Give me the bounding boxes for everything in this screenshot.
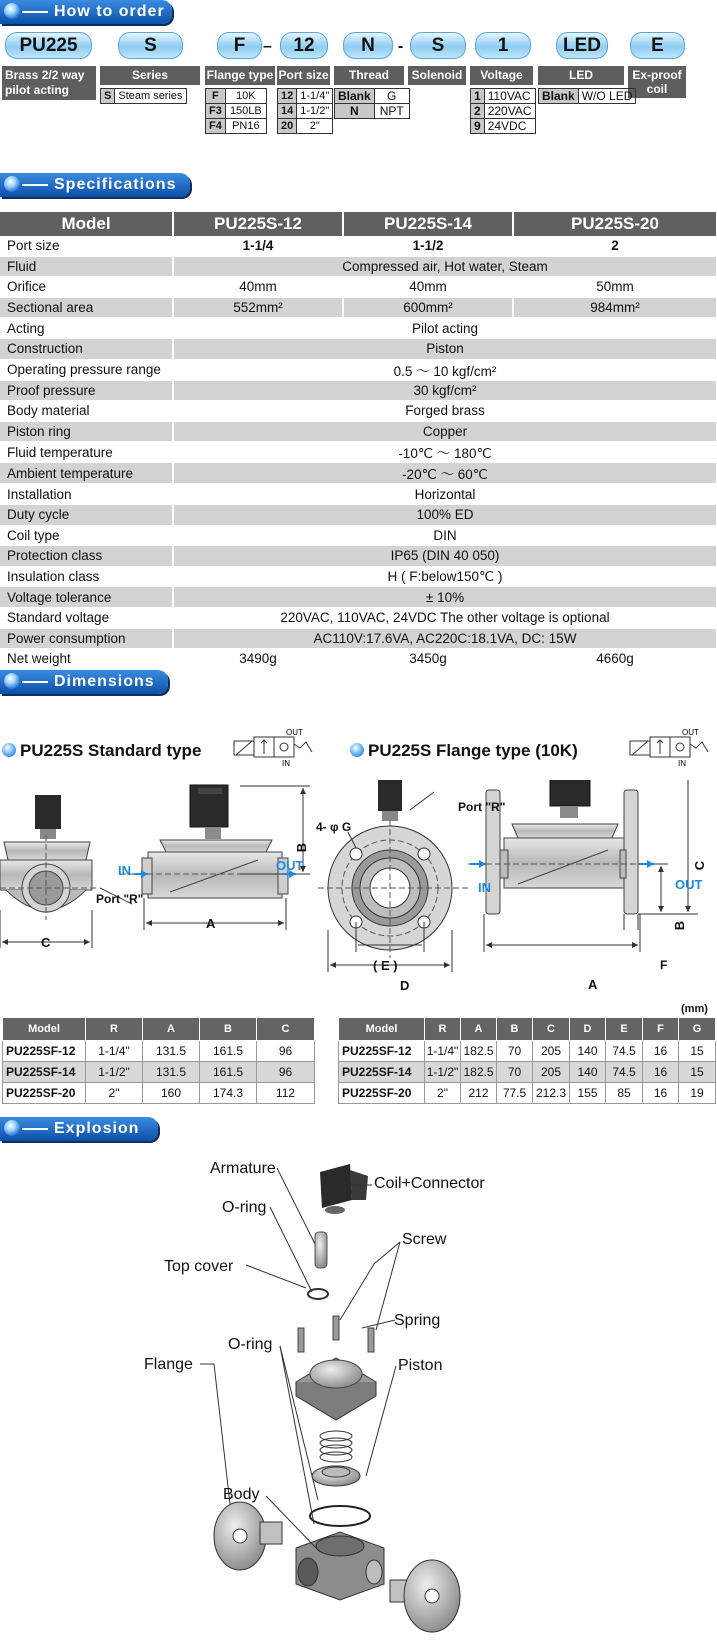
dim-header: D: [570, 1018, 606, 1041]
caption-model: Brass 2/2 way pilot acting: [2, 66, 96, 100]
spec-value: 30 kgf/cm²: [173, 380, 717, 401]
spec-value: IP65 (DIN 40 050): [173, 546, 717, 567]
dim-label-a-flange: A: [588, 977, 598, 992]
dim-header: R: [425, 1018, 461, 1041]
four-g-label: 4- φ G: [316, 820, 352, 834]
spec-value: AC110V:17.6VA, AC220C:18.1VA, DC: 15W: [173, 628, 717, 649]
out-label: OUT: [276, 858, 304, 873]
spec-value: 4660g: [513, 649, 717, 670]
catalog-page: How to order PU225 S F – 12 N - S 1 LED E Brass 2/2 way pilot acting Series Flange type Port size Thread Solenoid Voltage LED Ex-proof coil S Steam series F 10K F3 150LB F4 PN16 12 1-1/4" 14 1-1/2" 20 2" Blank G N NPT 1 110VAC 2 220VAC 9 24VDC Blank W/O LED Specifications Model PU225S-12 PU225S-14 PU225S-20 Port size 1-1/4 1-1/2 2 Fluid Compressed air, Hot water, Steam Orifice 40mm 40mm 50mm Sectional area 552mm² 600mm² 984mm² Acting Pilot acting Construction Piston Operating pressure range 0.5 ～ 10 kgf/cm² Proof pressure 30 kgf/cm² Body material Forged brass Piston ring Copper Fluid temperature -10℃ ～ 180℃ Ambient temperature -20℃ ～ 60℃ Installation Horizontal Duty cycle 100% ED Coil type DIN Protection class IP65 (DIN 40 050) Insulation class H ( F:below150℃ ) Voltage tolerance ± 10% Standard voltage 220VAC, 110VAC, 24VDC The other voltage is optional Power consumption AC110V:17.6VA, AC220C:18.1VA, DC: 15W Net weight 3490g 3450g 4660g Dimensions PU225S Standard type PU225S Flange type (10K) OUT IN OUT IN C A B IN OUT Port "R" 4- φ G Port "R" ( E ) D A F C B IN OUT (mm) Model R A B C PU225SF-12 1-1/4" 131.5 161.5 96 PU225SF-14 1-1/2" 131.5 161.5 96 PU225SF-20 2" 160 174.3 112 Model R A B C D E F G PU225SF-12 1-1/4" 182.5 70 205 140 74.5 16 15 PU225SF-14 1-1/2" 182.5 70 205 140 74.5 16 15 PU225SF-20 2" 212 77.5 212.3 155 85 16 19 Explosion Coil+Connector Armature O-ring Screw Top cover Spring O-ring Flange Piston Body: [0, 0, 717, 1644]
armature-label: Armature: [210, 1160, 276, 1177]
spec-row: [0, 442, 717, 463]
dim-cell: PU225SF-20: [3, 1083, 86, 1104]
piston-label: Piston: [398, 1357, 443, 1374]
dim-cell: 19: [679, 1083, 716, 1104]
caption-led: LED: [538, 66, 624, 85]
dim-label-b-flange: B: [672, 920, 688, 931]
symbol-in-label: IN: [678, 759, 686, 768]
dim-label-b: B: [294, 842, 310, 853]
spec-label: Operating pressure range: [0, 359, 173, 380]
dim-cell: 182.5: [461, 1062, 497, 1083]
specifications-table: [0, 212, 717, 670]
screw-icon: [298, 1328, 304, 1352]
dim-row: [339, 1083, 716, 1104]
standard-type-title: PU225S Standard type: [2, 741, 201, 761]
unit-label: (mm): [681, 1003, 708, 1015]
series-options-table: S Steam series: [100, 88, 187, 104]
flange-label: Flange: [144, 1356, 193, 1373]
spec-row: [0, 236, 717, 256]
spec-value: 0.5 ～ 10 kgf/cm²: [173, 359, 717, 380]
symbol-in-label: IN: [282, 759, 290, 768]
flange-type-title: PU225S Flange type (10K): [350, 741, 578, 761]
spec-value: Piston: [173, 338, 717, 359]
dim-cell: 96: [257, 1041, 315, 1062]
spec-row: [0, 359, 717, 380]
dim-cell: PU225SF-14: [3, 1062, 86, 1083]
spring-icon: [320, 1431, 352, 1462]
spec-value: -20℃ ～ 60℃: [173, 463, 717, 484]
caption-exproof: Ex-proof coil: [628, 66, 686, 98]
spec-value: DIN: [173, 525, 717, 546]
dim-cell: 155: [570, 1083, 606, 1104]
spec-label: Duty cycle: [0, 504, 173, 525]
o-ring-large-icon: [310, 1506, 370, 1526]
dim-header: G: [679, 1018, 716, 1041]
dim-row: [339, 1062, 716, 1083]
port-options-table: 12 1-1/4" 14 1-1/2" 20 2": [277, 88, 333, 134]
dim-header: B: [200, 1018, 257, 1041]
top-cover-label: Top cover: [164, 1258, 234, 1275]
dim-cell: 161.5: [200, 1062, 257, 1083]
caption-port: Port size: [277, 66, 330, 85]
dim-cell: 2": [86, 1083, 143, 1104]
flange-dimensions-table: [338, 1017, 716, 1104]
spec-label: Ambient temperature: [0, 463, 173, 484]
valve-symbol-icon: [232, 728, 324, 768]
spec-label: Sectional area: [0, 297, 173, 318]
dim-cell: 112: [257, 1083, 315, 1104]
spec-label: Standard voltage: [0, 607, 173, 628]
thread-options-table: Blank G N NPT: [334, 88, 410, 119]
dim-cell: 85: [606, 1083, 643, 1104]
dim-cell: 16: [643, 1062, 679, 1083]
code-thread: N: [343, 32, 393, 59]
spec-value: H ( F:below150℃ ): [173, 566, 717, 587]
caption-voltage: Voltage: [470, 66, 533, 85]
spec-row: [0, 484, 717, 505]
spec-header-0: Model: [0, 212, 173, 236]
dim-header: R: [86, 1018, 143, 1041]
dim-cell: 161.5: [200, 1041, 257, 1062]
code-series: S: [118, 32, 183, 59]
bullet-icon: [2, 743, 16, 757]
dim-header: E: [606, 1018, 643, 1041]
separator-dash: -: [398, 38, 404, 55]
spec-value: Copper: [173, 421, 717, 442]
spec-row: [0, 566, 717, 587]
spec-value: Pilot acting: [173, 318, 717, 339]
exploded-view-drawing: [200, 1160, 520, 1644]
o-ring-mid-label: O-ring: [228, 1336, 273, 1353]
dim-cell: 15: [679, 1062, 716, 1083]
spec-row: [0, 421, 717, 442]
port-r-flange-label: Port "R": [458, 800, 506, 814]
dim-cell: PU225SF-12: [339, 1041, 425, 1062]
spec-row: [0, 297, 717, 318]
caption-thread: Thread: [334, 66, 404, 85]
spec-value: 40mm: [173, 277, 343, 298]
spec-row: [0, 338, 717, 359]
standard-dimensions-table: [2, 1017, 315, 1104]
dim-header: A: [461, 1018, 497, 1041]
dim-cell: 74.5: [606, 1062, 643, 1083]
flange-type-drawing: [318, 780, 717, 980]
spec-label: Fluid: [0, 256, 173, 277]
spec-row: [0, 649, 717, 670]
dim-row: [3, 1041, 315, 1062]
spec-header-2: PU225S-14: [343, 212, 513, 236]
spec-row: [0, 277, 717, 298]
dim-label-f: F: [660, 958, 668, 972]
spec-value: 1-1/2: [343, 236, 513, 256]
spec-label: Installation: [0, 484, 173, 505]
spec-label: Insulation class: [0, 566, 173, 587]
spec-value: 552mm²: [173, 297, 343, 318]
spec-value: Forged brass: [173, 401, 717, 422]
dim-row: [3, 1083, 315, 1104]
spec-value: 50mm: [513, 277, 717, 298]
out-flange-label: OUT: [675, 877, 703, 892]
spec-label: Port size: [0, 236, 173, 256]
dim-row: [339, 1041, 716, 1062]
dim-cell: 160: [143, 1083, 200, 1104]
spec-label: Power consumption: [0, 628, 173, 649]
code-port: 12: [280, 32, 328, 59]
spec-label: Body material: [0, 401, 173, 422]
spec-row: [0, 546, 717, 567]
dim-cell: 77.5: [497, 1083, 533, 1104]
spec-value: 220VAC, 110VAC, 24VDC The other voltage is optional: [173, 607, 717, 628]
dim-cell: 74.5: [606, 1041, 643, 1062]
screw-icon: [333, 1316, 339, 1340]
dim-cell: 70: [497, 1062, 533, 1083]
dim-cell: 2": [425, 1083, 461, 1104]
spec-value: 3490g: [173, 649, 343, 670]
caption-solenoid: Solenoid: [408, 66, 466, 85]
o-ring-top-label: O-ring: [222, 1199, 267, 1216]
body-label: Body: [223, 1486, 260, 1503]
dim-cell: 182.5: [461, 1041, 497, 1062]
spec-value: 1-1/4: [173, 236, 343, 256]
spring-label: Spring: [394, 1312, 441, 1329]
spec-value: -10℃ ～ 180℃: [173, 442, 717, 463]
dim-label-c-flange: C: [692, 860, 708, 871]
symbol-out-label: OUT: [682, 728, 699, 737]
dim-row: [3, 1062, 315, 1083]
voltage-options-table: 1 110VAC 2 220VAC 9 24VDC: [470, 88, 536, 134]
dim-cell: 16: [643, 1083, 679, 1104]
spec-header-1: PU225S-12: [173, 212, 343, 236]
separator-dash: –: [263, 38, 272, 55]
code-exproof: E: [630, 32, 685, 59]
spec-label: Protection class: [0, 546, 173, 567]
dim-cell: PU225SF-14: [339, 1062, 425, 1083]
spec-value: 100% ED: [173, 504, 717, 525]
spec-label: Piston ring: [0, 421, 173, 442]
standard-type-drawing: [0, 780, 330, 980]
dim-cell: 16: [643, 1041, 679, 1062]
dim-label-d: D: [400, 978, 410, 993]
spec-row: [0, 525, 717, 546]
in-label: IN: [118, 863, 131, 878]
spec-value: 2: [513, 236, 717, 256]
spec-value: 3450g: [343, 649, 513, 670]
dim-cell: 140: [570, 1062, 606, 1083]
screw-label: Screw: [402, 1231, 447, 1248]
armature-icon: [315, 1232, 327, 1268]
valve-symbol-icon: [628, 728, 717, 768]
led-options-table: Blank W/O LED: [538, 88, 636, 104]
spec-value: Compressed air, Hot water, Steam: [173, 256, 717, 277]
spec-value: 984mm²: [513, 297, 717, 318]
dim-header: Model: [339, 1018, 425, 1041]
dim-label-c: C: [41, 935, 51, 950]
spec-label: Fluid temperature: [0, 442, 173, 463]
spec-value: Horizontal: [173, 484, 717, 505]
spec-label: Acting: [0, 318, 173, 339]
dim-cell: 205: [533, 1062, 570, 1083]
dim-cell: 70: [497, 1041, 533, 1062]
spec-header-3: PU225S-20: [513, 212, 717, 236]
port-r-label: Port "R": [96, 892, 144, 906]
spec-row: [0, 380, 717, 401]
dim-cell: 212: [461, 1083, 497, 1104]
dim-cell: 131.5: [143, 1041, 200, 1062]
coil-connector-icon: [320, 1164, 352, 1208]
dim-cell: 1-1/2": [425, 1062, 461, 1083]
dim-cell: 1-1/4": [425, 1041, 461, 1062]
dim-cell: PU225SF-20: [339, 1083, 425, 1104]
dim-cell: 96: [257, 1062, 315, 1083]
dim-header: B: [497, 1018, 533, 1041]
dim-cell: 131.5: [143, 1062, 200, 1083]
dim-cell: 15: [679, 1041, 716, 1062]
spec-row: [0, 401, 717, 422]
dim-header: C: [533, 1018, 570, 1041]
coil-connector-label: Coil+Connector: [374, 1175, 485, 1192]
spec-row: [0, 587, 717, 608]
dim-label-a: A: [206, 916, 216, 931]
dim-cell: 1-1/2": [86, 1062, 143, 1083]
spec-row: [0, 318, 717, 339]
screw-icon: [368, 1328, 374, 1352]
caption-series: Series: [100, 66, 200, 85]
dim-cell: PU225SF-12: [3, 1041, 86, 1062]
dim-header: C: [257, 1018, 315, 1041]
spec-label: Construction: [0, 338, 173, 359]
dim-cell: 174.3: [200, 1083, 257, 1104]
spec-row: [0, 628, 717, 649]
dim-cell: 212.3: [533, 1083, 570, 1104]
dim-header: Model: [3, 1018, 86, 1041]
spec-value: 40mm: [343, 277, 513, 298]
dim-cell: 1-1/4": [86, 1041, 143, 1062]
dim-header: A: [143, 1018, 200, 1041]
spec-row: [0, 256, 717, 277]
spec-label: Net weight: [0, 649, 173, 670]
spec-label: Orifice: [0, 277, 173, 298]
spec-label: Coil type: [0, 525, 173, 546]
coil-icon: [35, 795, 61, 829]
dim-cell: 140: [570, 1041, 606, 1062]
code-flange: F: [217, 32, 262, 59]
code-model: PU225: [5, 32, 92, 59]
spec-label: Proof pressure: [0, 380, 173, 401]
dim-cell: 205: [533, 1041, 570, 1062]
dim-header: F: [643, 1018, 679, 1041]
caption-flange: Flange type: [205, 66, 275, 85]
code-solenoid: S: [410, 32, 466, 59]
in-flange-label: IN: [478, 880, 491, 895]
spec-label: Voltage tolerance: [0, 587, 173, 608]
symbol-out-label: OUT: [286, 728, 303, 737]
bullet-icon: [350, 743, 364, 757]
spec-row: [0, 504, 717, 525]
spec-value: ± 10%: [173, 587, 717, 608]
spec-row: [0, 607, 717, 628]
spec-value: 600mm²: [343, 297, 513, 318]
dim-label-e: ( E ): [373, 958, 398, 973]
code-led: LED: [556, 32, 608, 59]
spec-row: [0, 463, 717, 484]
flange-options-table: F 10K F3 150LB F4 PN16: [205, 88, 267, 134]
code-voltage: 1: [475, 32, 531, 59]
